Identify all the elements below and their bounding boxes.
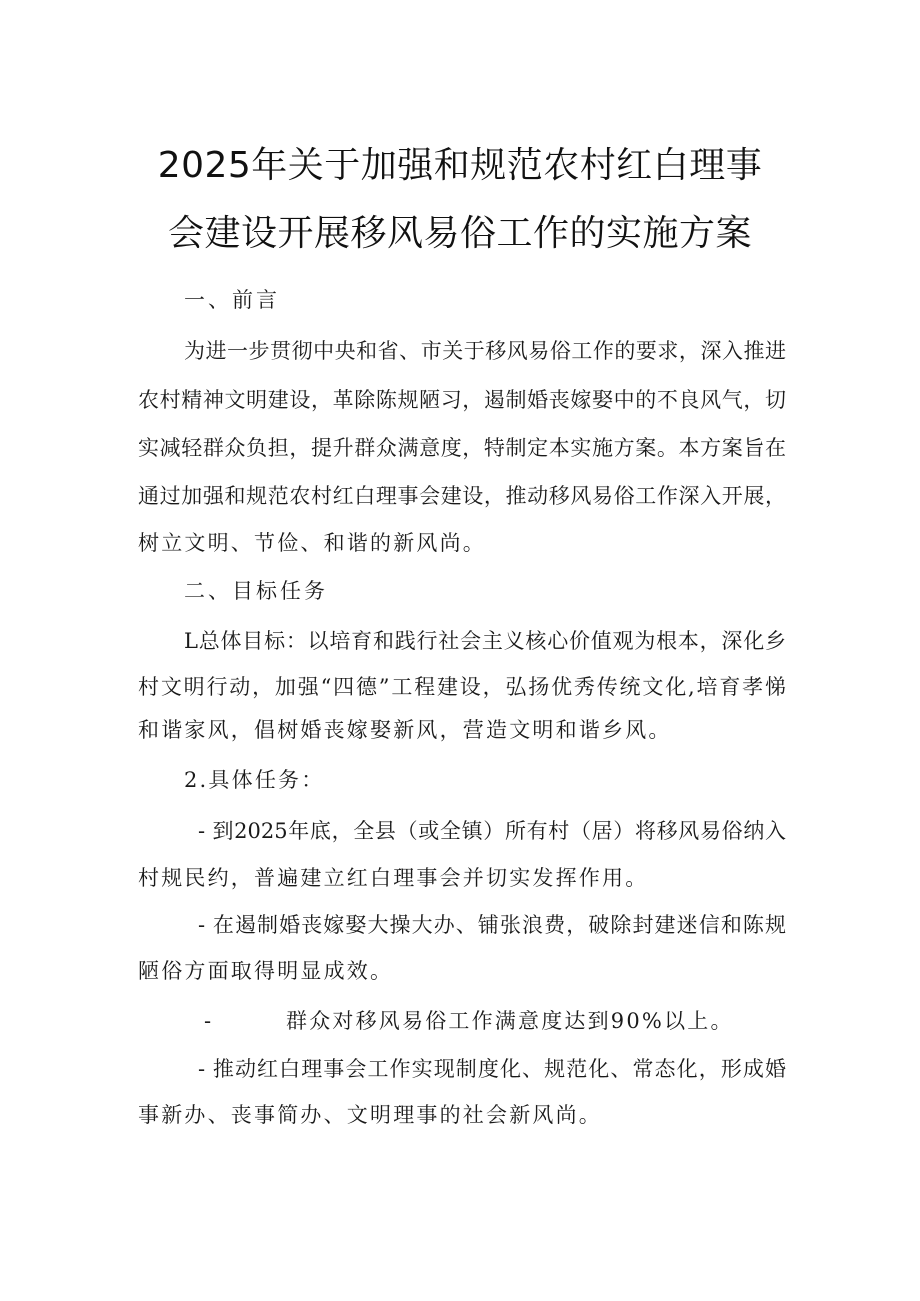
document-title-line-1: 2025年关于加强和规范农村红白理事 — [157, 145, 763, 186]
bullet-dash: - — [204, 1009, 214, 1033]
paragraph-line: 农村精神文明建设，革除陈规陋习，遏制婚丧嫁娶中的不良风气，切 — [138, 388, 786, 412]
document-title-line-2: 会建设开展移风易俗工作的实施方案 — [167, 213, 752, 254]
paragraph-line: 树立文明、节俭、和谐的新风尚。 — [138, 531, 486, 555]
bullet-line: - 到2025年底，全县（或全镇）所有村（居）将移风易俗纳入 — [198, 819, 786, 843]
paragraph-line: L总体目标：以培育和践行社会主义核心价值观为根本，深化乡 — [184, 629, 786, 653]
section-heading-goals: 二、目标任务 — [184, 579, 328, 603]
bullet-line: - 在遏制婚丧嫁娶大操大办、铺张浪费，破除封建迷信和陈规 — [198, 913, 786, 937]
paragraph-line: 和谐家风，倡树婚丧嫁娶新风，营造文明和谐乡风。 — [138, 718, 672, 742]
bullet-line: 陋俗方面取得明显成效。 — [138, 959, 394, 983]
paragraph-line: 通过加强和规范农村红白理事会建设，推动移风易俗工作深入开展， — [138, 484, 786, 508]
bullet-line: 村规民约，普遍建立红白理事会并切实发挥作用。 — [138, 866, 649, 890]
subheading-specific-tasks: 2.具体任务： — [184, 768, 325, 792]
bullet-line: - 推动红白理事会工作实现制度化、规范化、常态化，形成婚 — [198, 1057, 786, 1081]
bullet-line: 群众对移风易俗工作满意度达到90%以上。 — [286, 1009, 734, 1033]
section-heading-preface: 一、前言 — [184, 288, 280, 312]
paragraph-line: 村文明行动，加强“四德”工程建设，弘扬优秀传统文化,培育孝悌 — [138, 675, 786, 699]
paragraph-line: 实减轻群众负担，提升群众满意度，特制定本实施方案。本方案旨在 — [138, 436, 786, 460]
bullet-line: 事新办、丧事简办、文明理事的社会新风尚。 — [138, 1103, 602, 1127]
paragraph-line: 为进一步贯彻中央和省、市关于移风易俗工作的要求，深入推进 — [184, 339, 786, 363]
